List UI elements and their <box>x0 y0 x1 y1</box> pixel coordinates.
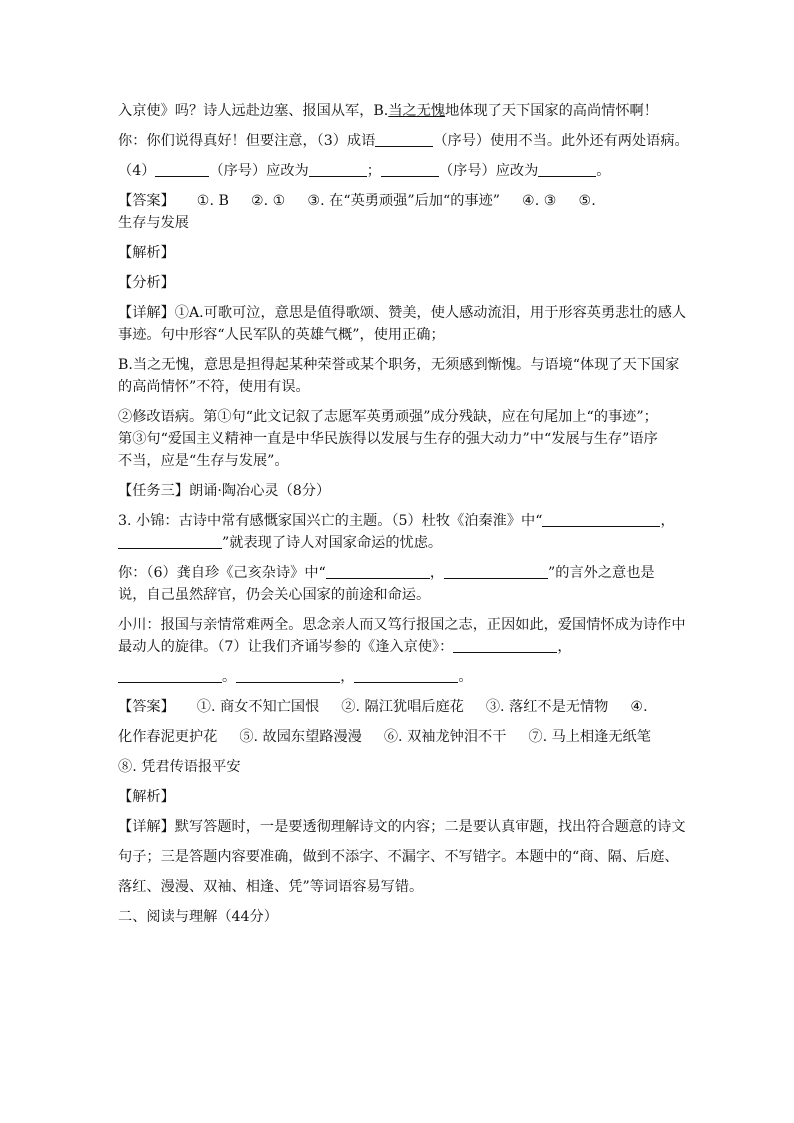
answer-blank[interactable] <box>453 637 557 653</box>
answer-block-2 <box>118 696 676 778</box>
answer-item: ④. ③ <box>522 193 557 209</box>
text: （序号）应改为 <box>438 163 539 179</box>
analysis-detail-1 <box>118 302 687 472</box>
analysis-line: 【详解】①A.可歌可泣，意思是值得歌颂、赞美，使人感动流泪，用于形容英勇悲壮的感人 <box>118 305 687 321</box>
answer-label: 【答案】 <box>118 193 175 209</box>
analysis-line: 的高尚情怀”不符，使用有误。 <box>118 379 310 395</box>
answer-blank[interactable] <box>381 161 439 177</box>
answer-item: ①. B <box>196 193 229 209</box>
analysis-line: 不当，应是“生存与发展”。 <box>118 453 289 469</box>
analysis-line: 第③句“爱国主义精神一直是中华民族得以发展与生存的强大动力”中“发展与生存”语序 <box>118 431 658 447</box>
task-heading: 【任务三】朗诵·陶冶心灵（8分） <box>118 483 331 499</box>
answer-label: 【答案】 <box>118 699 175 715</box>
answer-continuation: 生存与发展 <box>118 215 189 231</box>
text: 。 <box>222 669 237 685</box>
answer-item: ②. 隔江犹唱后庭花 <box>341 699 464 715</box>
text: ， <box>429 565 445 581</box>
q3-line: 说，自己虽然辞官，仍会关心国家的前途和命运。 <box>118 587 431 603</box>
analysis-line: 落红、漫漫、双袖、相逢、凭”等词语容易写错。 <box>118 879 424 895</box>
text: ； <box>366 163 381 179</box>
answer-blank[interactable] <box>118 533 222 549</box>
q3-line: 小川：报国与亲情常难两全。思念亲人而又笃行报国之志，正因如此，爱国情怀成为诗作中 <box>118 617 686 633</box>
text: （4） <box>118 163 156 179</box>
text: ， <box>340 669 355 685</box>
answer-line <box>118 726 676 748</box>
answer-blank[interactable] <box>538 161 596 177</box>
answer-block-1 <box>118 190 676 234</box>
answer-line <box>118 190 676 212</box>
text: 最动人的旋律。（7）让我们齐诵岑参的《逢入京使》： <box>118 639 454 655</box>
analysis-line: 【详解】默写答题时，一是要透彻理解诗文的内容；二是要认真审题，找出符合题意的诗文 <box>118 819 686 835</box>
answer-item: ⑤. <box>578 193 596 209</box>
answer-item: ①. 商女不知亡国恨 <box>196 699 320 715</box>
answer-item: ⑥. 双袖龙钟泪不干 <box>383 729 507 745</box>
answer-item: ⑤. 故园东望路漫漫 <box>239 729 362 745</box>
q2-line <box>118 130 689 152</box>
analysis-label: 【解析】 <box>118 789 175 805</box>
analysis-line: B.当之无愧，意思是担得起某种荣誉或某个职务，无须感到惭愧。与语境“体现了天下国家 <box>118 357 680 373</box>
text: 。 <box>596 163 611 179</box>
answer-item: ③. 在“英勇顽强”后加“的事迹” <box>307 193 501 209</box>
text: 。 <box>458 669 473 685</box>
answer-blank[interactable] <box>118 667 222 683</box>
underlined-term: 当之无愧 <box>388 103 446 119</box>
answer-item: 化作春泥更护花 <box>118 729 218 745</box>
analysis-line: ②修改语病。第①句“此文记叙了志愿军英勇顽强”成分残缺，应在句尾加上“的事迹”； <box>118 409 658 425</box>
answer-blank[interactable] <box>354 667 458 683</box>
analysis-line: 事迹。句中形容“人民军队的英雄气概”，使用正确； <box>118 327 445 343</box>
answer-blank[interactable] <box>542 511 660 527</box>
question-2-continuation <box>118 100 689 182</box>
answer-blank[interactable] <box>375 131 433 147</box>
answer-blank[interactable] <box>236 667 340 683</box>
q3-line <box>118 562 676 584</box>
text: ”就表现了诗人对国家命运的忧虑。 <box>222 535 443 551</box>
answer-blank[interactable] <box>309 161 367 177</box>
answer-item: ④. <box>630 699 648 715</box>
q3-line <box>118 636 676 658</box>
answer-blank[interactable] <box>155 161 209 177</box>
question-3 <box>118 510 686 688</box>
analysis-subheading: 【分析】 <box>118 275 175 291</box>
analysis-detail-2 <box>118 816 686 898</box>
text: （序号）应改为 <box>209 163 309 179</box>
answer-blank[interactable] <box>444 563 548 579</box>
text: 你：（6）龚自珍《己亥杂诗》中“ <box>118 565 326 581</box>
answer-item: ③. 落红不是无情物 <box>485 699 609 715</box>
answer-line: ⑧. 凭君传语报平安 <box>118 759 241 775</box>
document-page <box>118 100 689 928</box>
text: 地体现了天下国家的高尚情怀啊！ <box>445 103 658 119</box>
text: 入京使》吗？诗人远赴边塞、报国从军，B. <box>118 103 389 119</box>
analysis-label: 【解析】 <box>118 245 175 261</box>
q2-line <box>118 160 676 182</box>
text: ”的言外之意也是 <box>548 565 655 581</box>
q2-line <box>118 100 676 122</box>
answer-item: ②. ① <box>250 193 286 209</box>
q3-line <box>118 666 676 688</box>
answer-line <box>118 696 676 718</box>
analysis-line: 句子；三是答题内容要准确，做到不添字、不漏字、不写错字。本题中的“商、隔、后庭、 <box>118 849 679 865</box>
section-heading: 二、阅读与理解（44分） <box>118 909 278 925</box>
text: （序号）使用不当。此外还有两处语病。 <box>433 133 689 149</box>
text: 3. 小锦：古诗中常有感慨家国兴亡的主题。（5）杜牧《泊秦淮》中“ <box>118 513 543 529</box>
text: ， <box>557 639 572 655</box>
text: ， <box>660 513 675 529</box>
answer-blank[interactable] <box>326 563 430 579</box>
text: 你：你们说得真好！但要注意，（3）成语 <box>118 133 376 149</box>
answer-item: ⑦. 马上相逢无纸笔 <box>528 729 651 745</box>
q3-line <box>118 532 676 554</box>
q3-line <box>118 510 676 532</box>
